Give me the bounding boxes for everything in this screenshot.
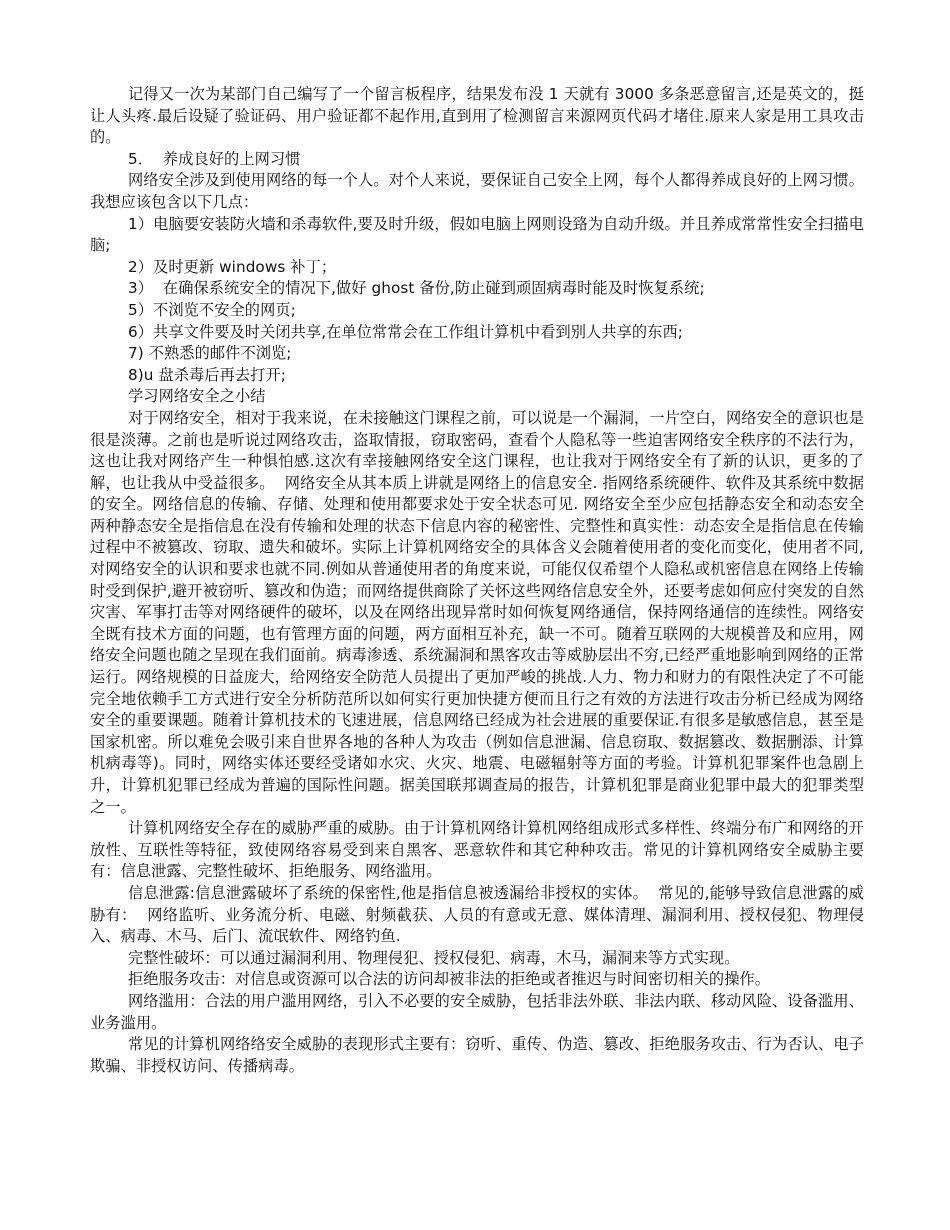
list-item-file-sharing: 6）共享文件要及时关闭共享,在单位常常会在工作组计算机中看到别人共享的东西; — [128, 322, 683, 341]
list-item-unsafe-pages: 5）不浏览不安全的网页; — [128, 300, 296, 319]
paragraph-threat-forms: 常见的计算机网络络安全威胁的表现形式主要有：窃听、重传、伪造、篡改、拒绝服务攻击、行为否认、电子欺骗、非授权访问、传播病毒。 — [90, 1035, 864, 1075]
section-heading-summary: 学习网络安全之小结 — [128, 387, 266, 406]
section-heading-online-habits: 5． 养成良好的上网习惯 — [128, 149, 301, 168]
list-item-ghost-backup: 3） 在确保系统安全的情况下,做好 ghost 备份,防止碰到顽固病毒时能及时恢复系统; — [128, 279, 705, 298]
paragraph-denial-of-service: 拒绝服务攻击：对信息或资源可以合法的访问却被非法的拒绝或者推迟与时间密切相关的操作。 — [128, 970, 771, 989]
paragraph-summary-body: 对于网络安全，相对于我来说，在未接触这门课程之前，可以说是一个漏洞，一片空白，网络安全的意识也是很是淡薄。之前也是听说过网络攻击，盗取情报，窃取密码，查看个人隐私等一些迫害网络安全秩序的不法行为，这也让我对网络产生一种惧怕感.这次有幸接触网络安全这门课程，也让我对于网络安全有了新的认识，更多的了解，也让我从中受益很多。 网络安全从其本质上讲就是网络上的信息安全. 指网络系统硬件、软件及其系统中数据的安全。网络信息的传输、存储、处理和使用都要求处于安全状态可见. 网络安全至少应包括静态安全和动态安全两种静态安全是指信息在没有传输和处理的状态下信息内容的秘密性、完整性和真实性：动态安全是指信息在传输过程中不被篡改、窃取、遗失和破坏。实际上计算机网络安全的具体含义会随着使用者的变化而变化，使用者不同,对网络安全的认识和要求也就不同.例如从普通使用者的角度来说，可能仅仅希望个人隐私或机密信息在网络上传输时受到保护,避开被窃听、篡改和伪造；而网络提供商除了关怀这些网络信息安全外，还要考虑如何应付突发的自然灾害、军事打击等对网络硬件的破坏，以及在网络出现异常时如何恢复网络通信，保持网络通信的连续性。网络安全既有技术方面的问题，也有管理方面的问题，两方面相互补充，缺一不可。随着互联网的大规模普及和应用，网络安全问题也随之呈现在我们面前。病毒渗透、系统漏洞和黑客攻击等威胁层出不穷,已经严重地影响到网络的正常运行。网络规模的日益庞大，给网络安全防范人员提出了更加严峻的挑战.人力、物力和财力的有限性决定了不可能完全地依赖手工方式进行安全分析防范所以如何实行更加快捷方便而且行之有效的方法进行攻击分析已经成为网络安全的重要课题。随着计算机技术的飞速进展，信息网络已经成为社会进展的重要保证.有很多是敏感信息，甚至是国家机密。所以难免会吸引来自世界各地的各种人为攻击（例如信息泄漏、信息窃取、数据篡改、数据删添、计算机病毒等)。同时，网络实体还要经受诸如水灾、火灾、地震、电磁辐射等方面的考验。计算机犯罪案件也急剧上升，计算机犯罪已经成为普遍的国际性问题。据美国联邦调查局的报告，计算机犯罪是商业犯罪中最大的犯罪类型之一。 — [90, 408, 864, 816]
list-item-firewall: 1）电脑要安装防火墙和杀毒软件,要及时升级，假如电脑上网则设臵为自动升级。并且养成常常性安全扫描电脑; — [90, 214, 864, 255]
list-item-usb-scan: 8)u 盘杀毒后再去打开; — [128, 365, 286, 384]
paragraph-network-abuse: 网络滥用：合法的用户滥用网络，引入不必要的安全威胁，包括非法外联、非法内联、移动风险、设备滥用、业务滥用。 — [90, 991, 864, 1032]
list-item-unknown-mail: 7) 不熟悉的邮件不浏览; — [128, 344, 292, 363]
list-item-windows-patch: 2）及时更新 windows 补丁； — [128, 257, 337, 276]
paragraph-threats: 计算机网络安全存在的威胁严重的威胁。由于计算机网络计算机网络组成形式多样性、终端分布广和网络的开放性、互联性等特征，致使网络容易受到来自黑客、恶意软件和其它种种攻击。常见的计算机网络安全威胁主要有：信息泄露、完整性破坏、拒绝服务、网络滥用。 — [90, 819, 864, 881]
paragraph-habits-intro: 网络安全涉及到使用网络的每一个人。对个人来说，要保证自己安全上网，每个人都得养成良好的上网习惯。我想应该包含以下几点： — [90, 171, 864, 211]
paragraph-integrity: 完整性破坏：可以通过漏洞利用、物理侵犯、授权侵犯、病毒，木马，漏洞来等方式实现。 — [128, 948, 740, 967]
paragraph-guestbook-story: 记得又一次为某部门自己编写了一个留言板程序，结果发布没 1 天就有 3000 多条恶意留言,还是英文的，挺让人头疼.最后设疑了验证码、用户验证都不起作用,直到用了检测留言来源网页代码才堵住.原来人家是用工具攻击的。 — [90, 85, 864, 147]
paragraph-info-leak: 信息泄露:信息泄露破坏了系统的保密性,他是指信息被透漏给非授权的实体。 常见的,能够导致信息泄露的威胁有： 网络监听、业务流分析、电磁、射频截获、人员的有意或无意、媒体清理、漏洞利用、授权侵犯、物理侵入、病毒、木马、后门、流氓软件、网络钓鱼. — [90, 883, 864, 946]
